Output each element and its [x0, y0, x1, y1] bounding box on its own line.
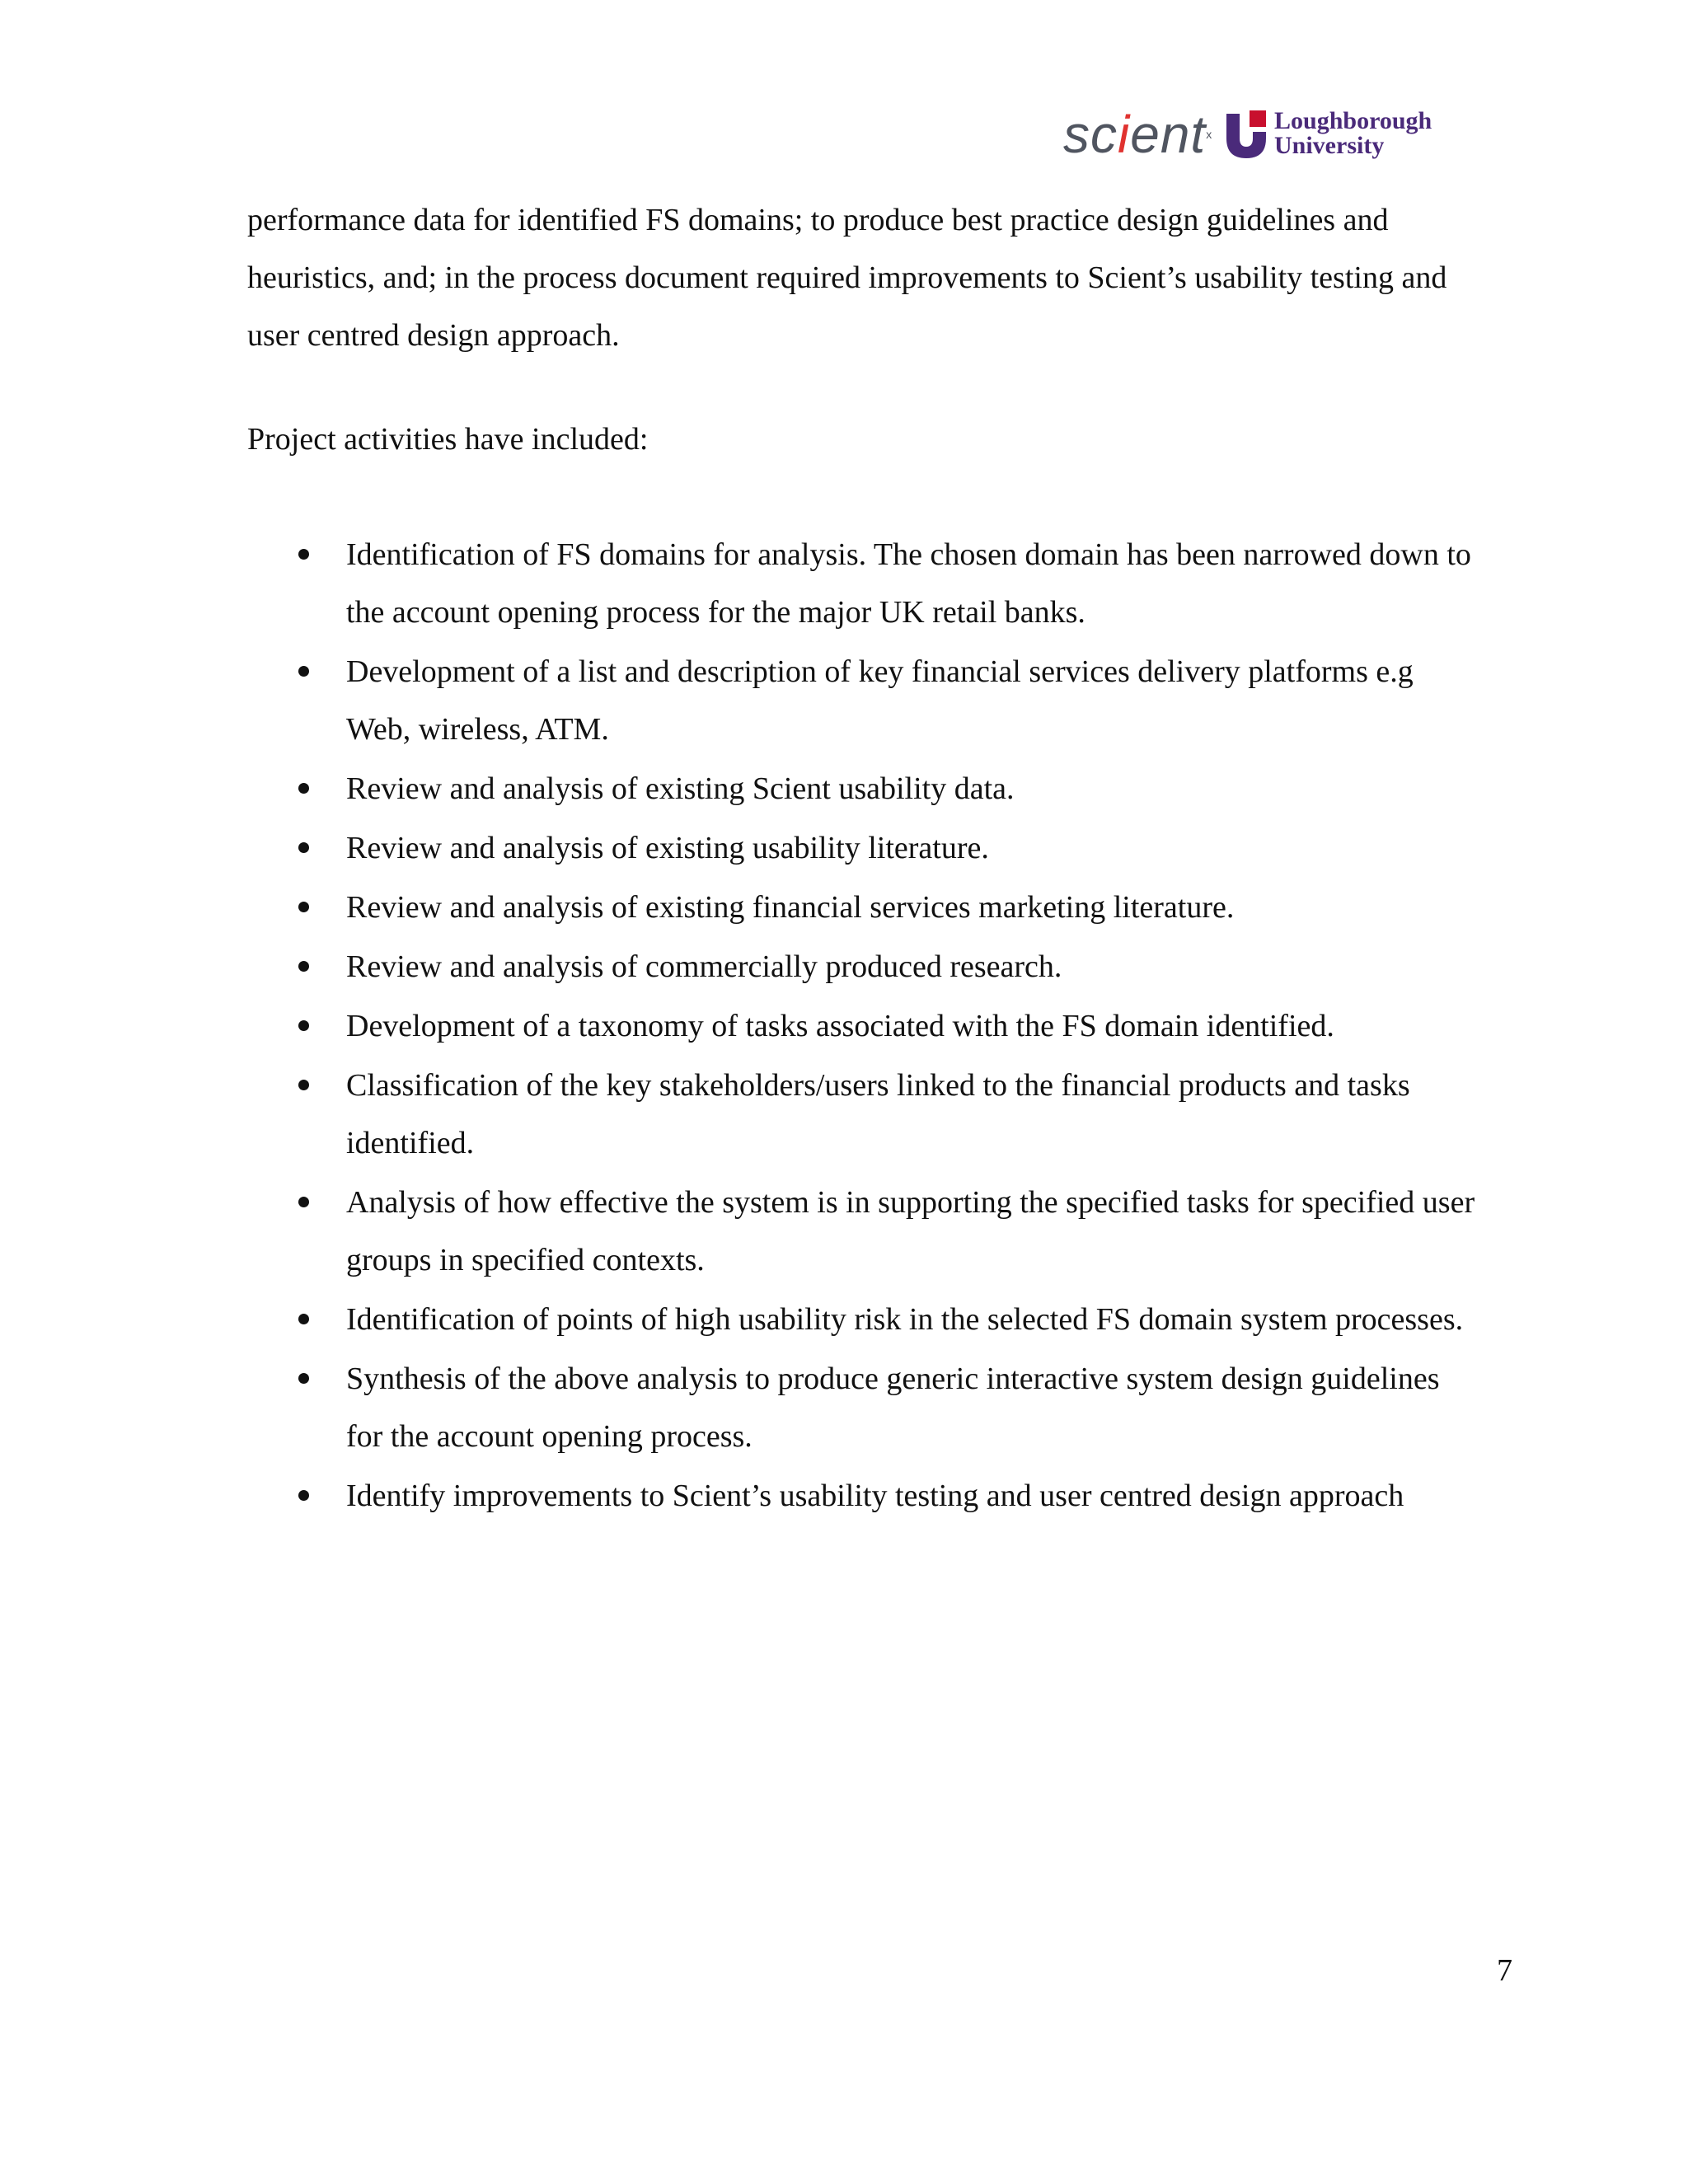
loughborough-shield-icon	[1225, 110, 1268, 158]
list-item	[247, 997, 1484, 1055]
bullet-icon	[298, 961, 309, 972]
list-item	[247, 1291, 1484, 1348]
bullet-icon	[298, 666, 309, 677]
scient-logo-accent: i	[1118, 105, 1131, 164]
scient-logo-prefix: sc	[1063, 105, 1118, 164]
list-item	[247, 760, 1484, 818]
scient-logo	[1063, 105, 1212, 163]
lead-sentence: Project activities have included:	[247, 422, 649, 457]
bullet-icon	[298, 783, 309, 794]
list-item-text: Synthesis of the above analysis to produce generic interactive system design guidelines for the account opening process.	[346, 1361, 1440, 1454]
page-content	[247, 191, 1484, 1526]
list-item-text: Review and analysis of existing usability literature.	[346, 831, 989, 865]
list-item-text: Identification of FS domains for analysis. The chosen domain has been narrowed down to the account opening process for the major UK retail banks.	[346, 537, 1471, 630]
list-item	[247, 1350, 1484, 1465]
list-item	[247, 1467, 1484, 1525]
list-item	[247, 819, 1484, 877]
page-number: 7	[1497, 1953, 1512, 1988]
bullet-icon	[298, 1490, 309, 1501]
list-item-text: Identification of points of high usability risk in the selected FS domain system processes.	[346, 1302, 1464, 1337]
bullet-icon	[298, 1373, 309, 1384]
list-item	[247, 879, 1484, 936]
scient-logo-mark: x	[1206, 128, 1212, 141]
list-item	[247, 1057, 1484, 1172]
list-item-text: Analysis of how effective the system is in supporting the specified tasks for specified user groups in specified contexts.	[346, 1185, 1475, 1277]
bullet-icon	[298, 1314, 309, 1324]
bullet-icon	[298, 1197, 309, 1207]
list-item-text: Classification of the key stakeholders/users linked to the financial products and tasks identified.	[346, 1068, 1410, 1160]
university-name-line1: Loughborough	[1274, 107, 1432, 134]
list-item-text: Review and analysis of existing Scient usability data.	[346, 771, 1015, 806]
list-item	[247, 643, 1484, 758]
list-item	[247, 526, 1484, 641]
university-name-line2: University	[1274, 132, 1385, 159]
bullet-icon	[298, 549, 309, 560]
list-item-text: Review and analysis of commercially produced research.	[346, 949, 1062, 984]
bullet-icon	[298, 902, 309, 912]
header-logos	[1063, 105, 1442, 163]
bullet-icon	[298, 1020, 309, 1031]
list-item	[247, 938, 1484, 996]
list-item-text: Review and analysis of existing financial services marketing literature.	[346, 890, 1235, 925]
university-name	[1274, 109, 1432, 158]
bullet-icon	[298, 1080, 309, 1090]
activities-list	[247, 526, 1484, 1525]
list-item-text: Identify improvements to Scient’s usability testing and user centred design approach	[346, 1479, 1404, 1513]
list-item	[247, 1174, 1484, 1289]
scient-logo-suffix: ent	[1130, 105, 1207, 164]
bullet-icon	[298, 842, 309, 853]
list-item-text: Development of a taxonomy of tasks associated with the FS domain identified.	[346, 1009, 1334, 1043]
intro-paragraph: performance data for identified FS domains; to produce best practice design guidelines and heuristics, and; in the process document required improvements to Scient’s usability testing and user centred design approach.	[247, 203, 1447, 353]
list-item-text: Development of a list and description of key financial services delivery platforms e.g Web, wireless, ATM.	[346, 654, 1414, 747]
